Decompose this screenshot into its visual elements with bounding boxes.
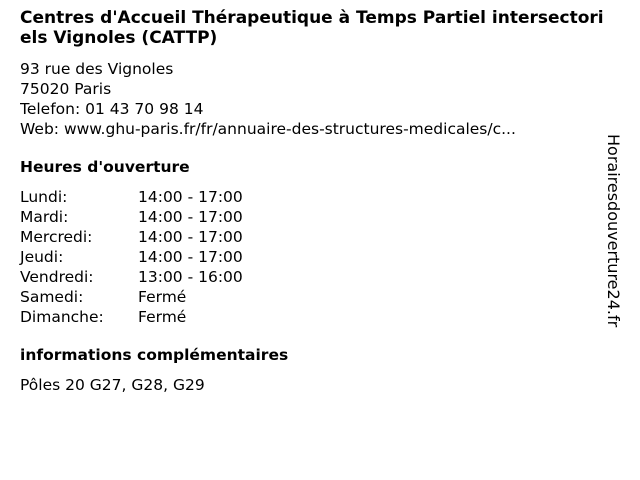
hours-row-friday [20, 267, 605, 287]
day-label: Samedi: [20, 288, 84, 306]
time-value: 14:00 - 17:00 [138, 208, 243, 226]
hours-row-sunday [20, 307, 605, 327]
phone-number[interactable]: Telefon: 01 43 70 98 14 [20, 100, 204, 118]
hours-heading: Heures d'ouverture [20, 158, 190, 176]
info-heading: informations complémentaires [20, 346, 289, 364]
website-link[interactable]: Web: www.ghu-paris.fr/fr/annuaire-des-structures-medicales/c... [20, 120, 516, 138]
day-label: Lundi: [20, 188, 68, 206]
hours-row-wednesday [20, 227, 605, 247]
time-value: 14:00 - 17:00 [138, 188, 243, 206]
hours-row-monday [20, 187, 605, 207]
time-value: 14:00 - 17:00 [138, 228, 243, 246]
time-value: Fermé [138, 308, 187, 326]
brand-watermark: Horairesdouverture24.fr [604, 134, 623, 328]
hours-row-saturday [20, 287, 605, 307]
day-label: Dimanche: [20, 308, 104, 326]
day-label: Jeudi: [20, 248, 64, 266]
address-block [20, 59, 605, 139]
street-address: 93 rue des Vignoles [20, 60, 174, 78]
opening-hours-table [20, 187, 605, 327]
hours-row-tuesday [20, 207, 605, 227]
time-value: 14:00 - 17:00 [138, 248, 243, 266]
time-value: Fermé [138, 288, 187, 306]
page-title: Centres d'Accueil Thérapeutique à Temps Partiel intersectoriels Vignoles (CATTP) [20, 8, 604, 48]
hours-row-thursday [20, 247, 605, 267]
city-address: 75020 Paris [20, 80, 112, 98]
time-value: 13:00 - 16:00 [138, 268, 243, 286]
day-label: Vendredi: [20, 268, 94, 286]
info-text: Pôles 20 G27, G28, G29 [20, 376, 205, 394]
listing-card [20, 8, 605, 395]
day-label: Mercredi: [20, 228, 93, 246]
day-label: Mardi: [20, 208, 69, 226]
